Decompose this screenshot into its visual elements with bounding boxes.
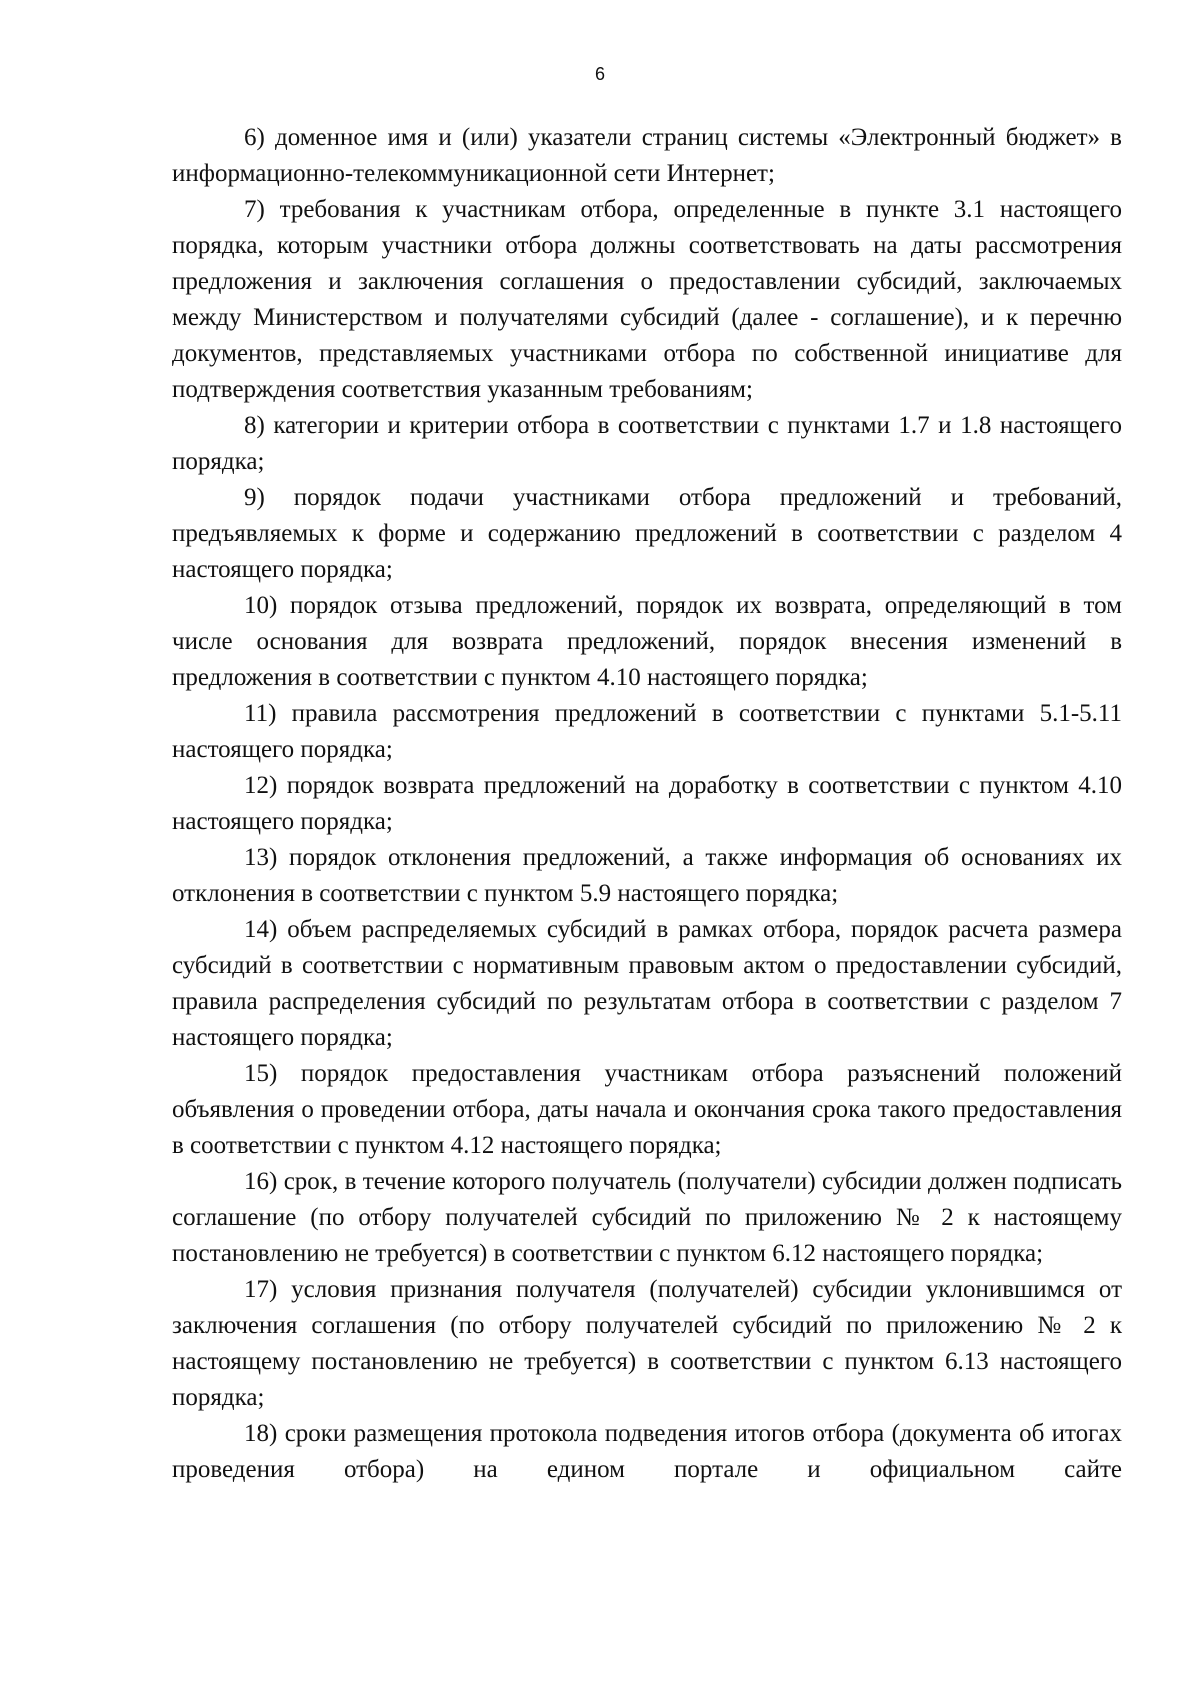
- list-item-17: 17) условия признания получателя (получателей) субсидии уклонившимся от заключения соглашения (по отбору получателей субсидий по приложению № 2 к настоящему постановлению не требуется) в соответствии с пунктом 6.13 настоящего порядка;: [172, 1276, 1122, 1411]
- list-item-15: 15) порядок предоставления участникам отбора разъяснений положений объявления о проведении отбора, даты начала и окончания срока такого предоставления в соответствии с пунктом 4.12 настоящего порядка;: [172, 1060, 1122, 1159]
- list-item-16: 16) срок, в течение которого получатель (получатели) субсидии должен подписать соглашение (по отбору получателей субсидий по приложению № 2 к настоящему постановлению не требуется) в соответствии с пунктом 6.12 настоящего порядка;: [172, 1168, 1122, 1267]
- list-item-6: 6) доменное имя и (или) указатели страниц системы «Электронный бюджет» в информационно-телекоммуникационной сети Интернет;: [172, 124, 1122, 187]
- list-item-10: 10) порядок отзыва предложений, порядок их возврата, определяющий в том числе основания для возврата предложений, порядок внесения изменений в предложения в соответствии с пунктом 4.10 настоящего порядка;: [172, 592, 1122, 691]
- list-item-18: 18) сроки размещения протокола подведения итогов отбора (документа об итогах проведения отбора) на едином портале и официальном сайте: [172, 1420, 1122, 1483]
- list-item-14: 14) объем распределяемых субсидий в рамках отбора, порядок расчета размера субсидий в соответствии с нормативным правовым актом о предоставлении субсидий, правила распределения субсидий по результатам отбора в соответствии с разделом 7 настоящего порядка;: [172, 916, 1122, 1051]
- document-body: [172, 120, 1122, 1488]
- list-item-11: 11) правила рассмотрения предложений в соответствии с пунктами 5.1-5.11 настоящего порядка;: [172, 700, 1122, 763]
- list-item-13: 13) порядок отклонения предложений, а также информация об основаниях их отклонения в соответствии с пунктом 5.9 настоящего порядка;: [172, 844, 1122, 907]
- list-item-7: 7) требования к участникам отбора, определенные в пункте 3.1 настоящего порядка, которым участники отбора должны соответствовать на даты рассмотрения предложения и заключения соглашения о предоставлении субсидий, заключаемых между Министерством и получателями субсидий (далее - соглашение), и к перечню документов, представляемых участниками отбора по собственной инициативе для подтверждения соответствия указанным требованиям;: [172, 196, 1122, 403]
- list-item-12: 12) порядок возврата предложений на доработку в соответствии с пунктом 4.10 настоящего порядка;: [172, 772, 1122, 835]
- list-item-8: 8) категории и критерии отбора в соответствии с пунктами 1.7 и 1.8 настоящего порядка;: [172, 412, 1122, 475]
- page-number: 6: [594, 64, 605, 84]
- list-item-9: 9) порядок подачи участниками отбора предложений и требований, предъявляемых к форме и содержанию предложений в соответствии с разделом 4 настоящего порядка;: [172, 484, 1122, 583]
